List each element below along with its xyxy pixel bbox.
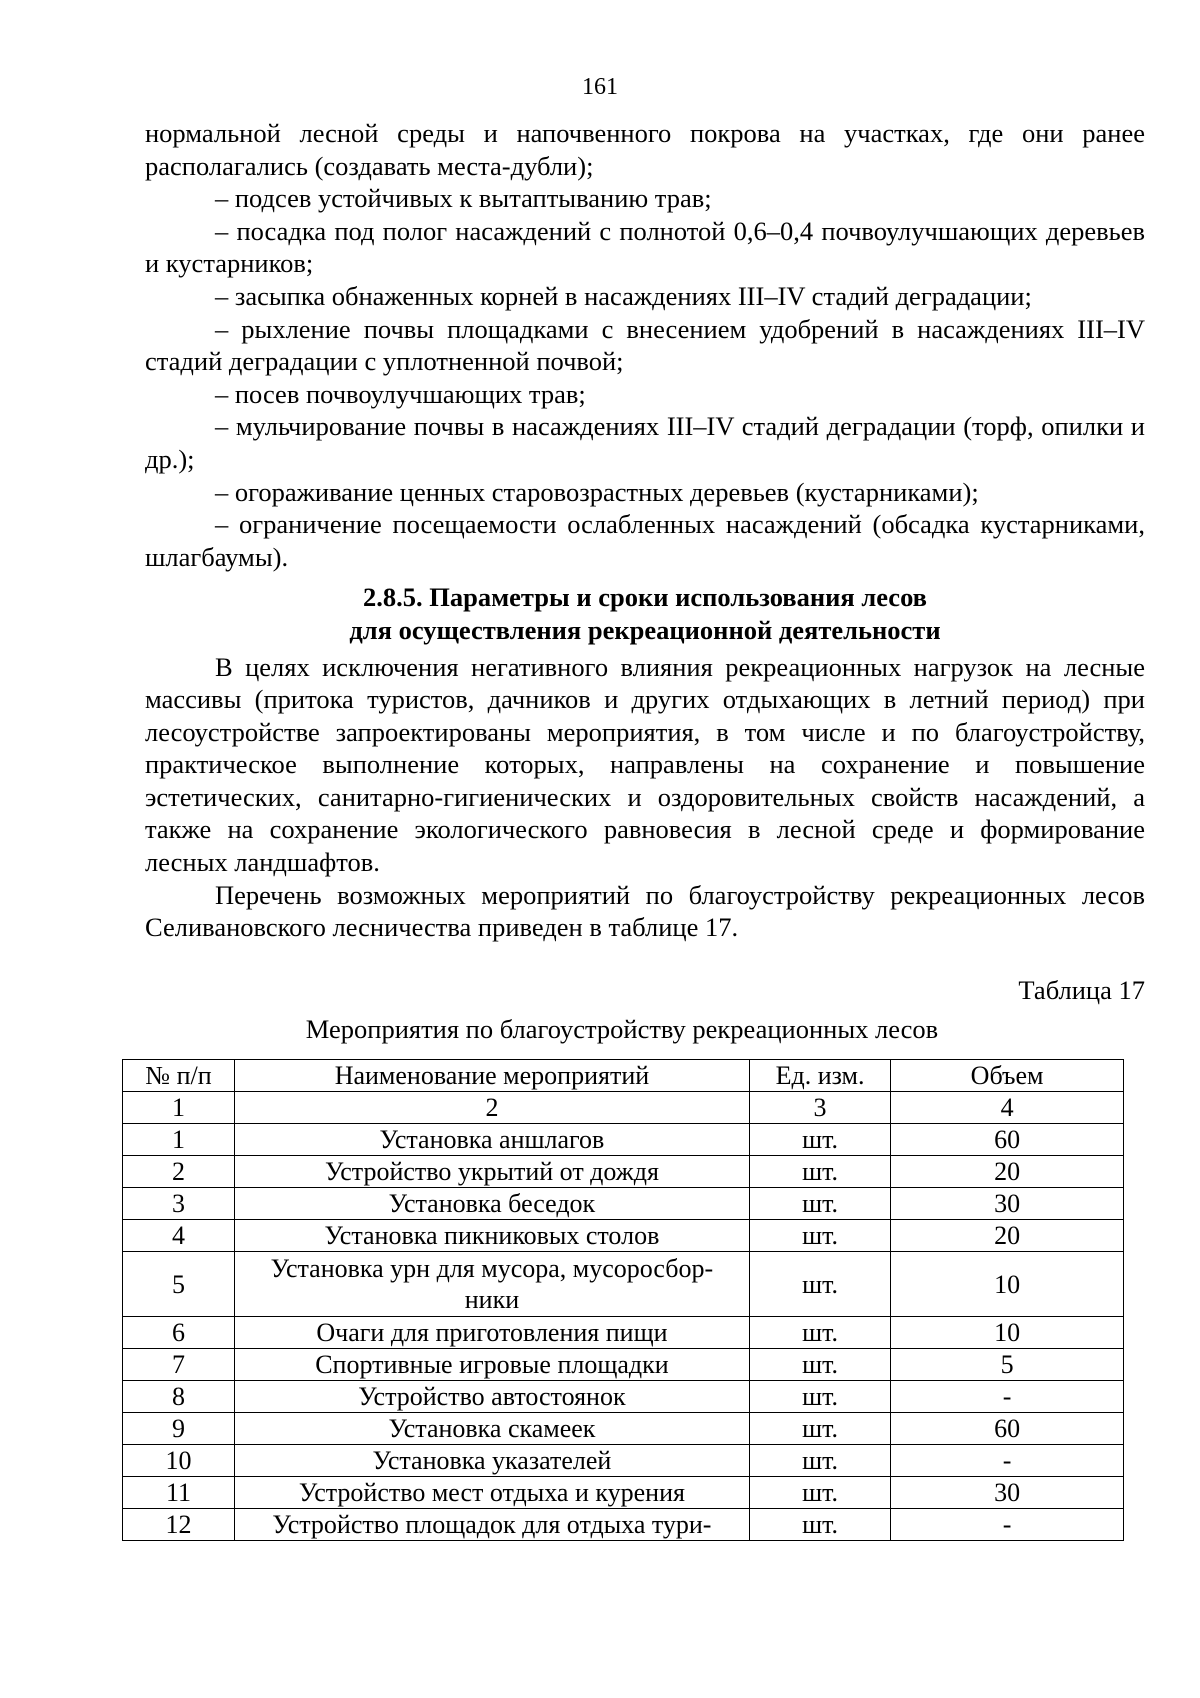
table-cell: Очаги для приготовления пищи [234, 1317, 749, 1349]
events-table [122, 1059, 1124, 1541]
table-cell: 1 [123, 1124, 235, 1156]
table-cell: 6 [123, 1317, 235, 1349]
table-cell: - [891, 1509, 1124, 1541]
table-cell: 3 [123, 1188, 235, 1220]
header-cell-number: № п/п [123, 1060, 235, 1092]
table-cell: шт. [749, 1124, 890, 1156]
table-cell: Установка указателей [234, 1445, 749, 1477]
table-cell: 10 [891, 1317, 1124, 1349]
cell-line: ники [464, 1285, 520, 1314]
section-paragraph: Перечень возможных мероприятий по благоустройству рекреационных лесов Селивановского лесничества приведен в таблице 17. [145, 879, 1145, 943]
table-cell: 60 [891, 1413, 1124, 1445]
table-cell: шт. [749, 1188, 890, 1220]
table-row [123, 1124, 1124, 1156]
table-cell: шт. [749, 1445, 890, 1477]
list-item: – мульчирование почвы в насаждениях III–IV стадий деградации (торф, опилки и др.); [145, 411, 1145, 474]
table-row [123, 1188, 1124, 1220]
table-cell: Устройство автостоянок [234, 1381, 749, 1413]
table-cell: шт. [749, 1317, 890, 1349]
list-item: – огораживание ценных старовозрастных деревьев (кустарниками); [215, 476, 979, 507]
table-cell: 5 [123, 1252, 235, 1317]
table-row [123, 1477, 1124, 1509]
table-cell [234, 1252, 749, 1317]
table-row [123, 1220, 1124, 1252]
table-header-row [123, 1060, 1124, 1092]
table-cell: Установка аншлагов [234, 1124, 749, 1156]
table-cell: - [891, 1381, 1124, 1413]
table-cell: 2 [123, 1156, 235, 1188]
table-title: Мероприятия по благоустройству рекреационных лесов [305, 1014, 939, 1044]
table-cell: Установка скамеек [234, 1413, 749, 1445]
table-cell: 10 [123, 1445, 235, 1477]
header-cell-name: Наименование мероприятий [234, 1060, 749, 1092]
table-cell: 11 [123, 1477, 235, 1509]
table-cell: 7 [123, 1349, 235, 1381]
table-cell: 4 [123, 1220, 235, 1252]
table-cell: 8 [123, 1381, 235, 1413]
list-item: – посев почвоулучшающих трав; [215, 378, 586, 409]
section-heading [145, 573, 1145, 650]
section-heading-line2: для осуществления рекреационной деятельности [349, 614, 941, 645]
table-cell: - [891, 1445, 1124, 1477]
table-label: Таблица 17 [1018, 975, 1145, 1005]
table-cell: шт. [749, 1156, 890, 1188]
table-cell: Установка пикниковых столов [234, 1220, 749, 1252]
table-cell: 5 [891, 1349, 1124, 1381]
table-row [123, 1413, 1124, 1445]
table-cell: Устройство укрытий от дождя [234, 1156, 749, 1188]
column-number-row [123, 1092, 1124, 1124]
table-cell: 2 [234, 1092, 749, 1124]
table-cell: 4 [891, 1092, 1124, 1124]
list-item: – засыпка обнаженных корней в насаждениях III–IV стадий деградации; [215, 280, 1032, 311]
list-item: – посадка под полог насаждений с полнотой 0,6–0,4 почвоулучшающих деревьев и кустарников; [145, 215, 1145, 279]
header-cell-volume: Объем [891, 1060, 1124, 1092]
table-cell: 9 [123, 1413, 235, 1445]
table-cell: 30 [891, 1188, 1124, 1220]
table-cell: шт. [749, 1220, 890, 1252]
table-row [123, 1509, 1124, 1541]
table-row [123, 1317, 1124, 1349]
table-row [123, 1156, 1124, 1188]
continuation-paragraph: нормальной лесной среды и напочвенного покрова на участках, где они ранее располагались (создавать места-дубли); [145, 118, 1145, 181]
body-text [145, 117, 1145, 944]
table-cell: шт. [749, 1349, 890, 1381]
page-number: 161 [582, 74, 618, 100]
table-cell: 12 [123, 1509, 235, 1541]
table-row [123, 1445, 1124, 1477]
table-cell: 60 [891, 1124, 1124, 1156]
table-cell: шт. [749, 1413, 890, 1445]
table-cell: 20 [891, 1156, 1124, 1188]
table-row [123, 1349, 1124, 1381]
table-row [123, 1252, 1124, 1317]
section-heading-line1: 2.8.5. Параметры и сроки использования лесов [363, 582, 927, 613]
cell-line: Установка урн для мусора, мусоросбор- [270, 1254, 714, 1283]
table-cell: Установка беседок [234, 1188, 749, 1220]
table-cell: Спортивные игровые площадки [234, 1349, 749, 1381]
table-cell: 1 [123, 1092, 235, 1124]
table-cell: шт. [749, 1381, 890, 1413]
table-cell: 30 [891, 1477, 1124, 1509]
table-cell: Устройство мест отдыха и курения [234, 1477, 749, 1509]
table-cell: Устройство площадок для отдыха тури- [234, 1509, 749, 1541]
table-cell: 10 [891, 1252, 1124, 1317]
table-cell: 3 [749, 1092, 890, 1124]
table-cell: шт. [749, 1252, 890, 1317]
list-item: – ограничение посещаемости ослабленных насаждений (обсадка кустарниками, шлагбаумы). [145, 509, 1145, 572]
table-cell: шт. [749, 1477, 890, 1509]
list-item: – подсев устойчивых к вытаптыванию трав; [215, 183, 712, 214]
table-cell: шт. [749, 1509, 890, 1541]
section-paragraph: В целях исключения негативного влияния рекреационных нагрузок на лесные массивы (притока туристов, дачников и других отдыхающих в летний период) при лесоустройстве запроектированы мероприятия, в том числе и по благоустройству, практическое выполнение которых, направлены на сохранение и повышение эстетических, санитарно-гигиенических и оздоровительных свойств насаждений, а также на сохранение экологического равновесия в лесной среде и формирование лесных ландшафтов. [145, 651, 1145, 878]
list-item: – рыхление почвы площадками с внесением удобрений в насаждениях III–IV стадий деградации с уплотненной почвой; [145, 313, 1145, 377]
table-cell: 20 [891, 1220, 1124, 1252]
table-row [123, 1381, 1124, 1413]
header-cell-unit: Ед. изм. [749, 1060, 890, 1092]
